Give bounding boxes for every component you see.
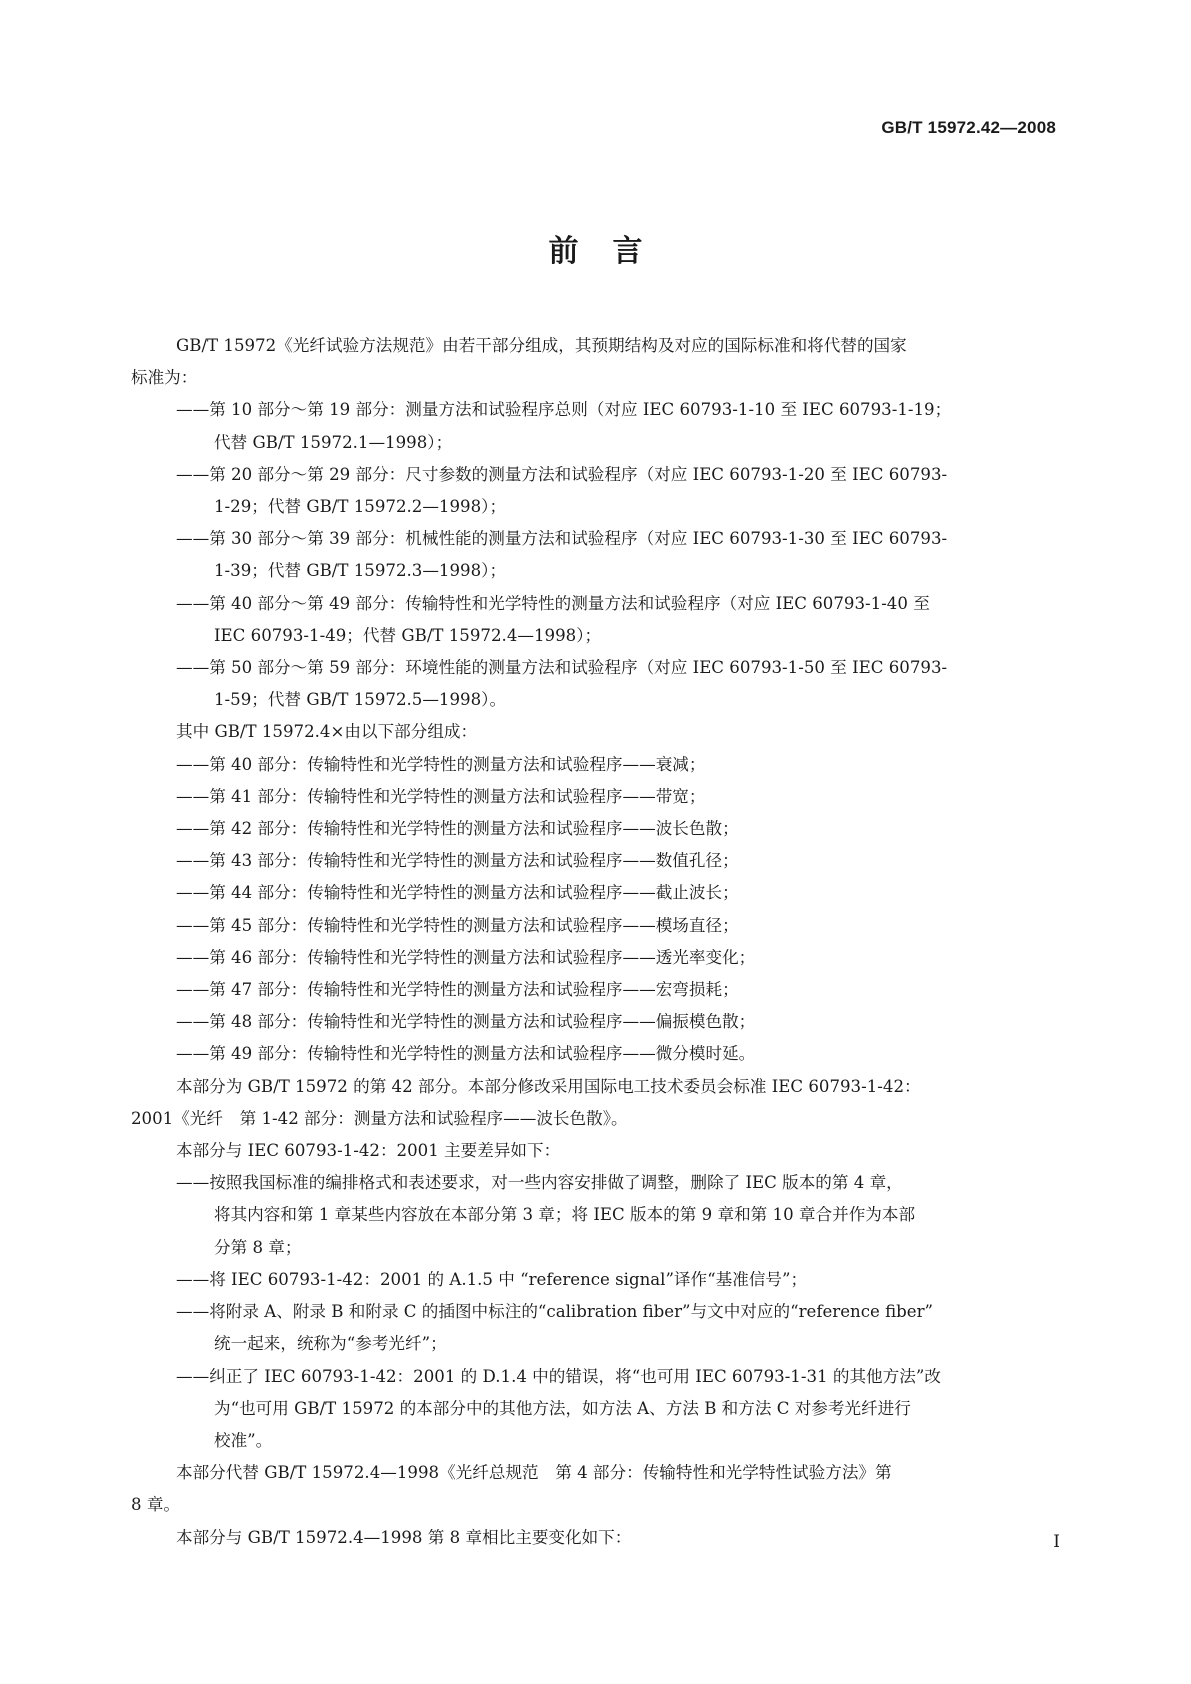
standard-code: GB/T 15972.42—2008 — [881, 118, 1056, 137]
text-line: ——第 40 部分：传输特性和光学特性的测量方法和试验程序——衰减； — [176, 754, 706, 774]
text-line: ——第 41 部分：传输特性和光学特性的测量方法和试验程序——带宽； — [176, 786, 706, 806]
text-line: ——第 50 部分～第 59 部分：环境性能的测量方法和试验程序（对应 IEC 60793-1-50 至 IEC 60793- — [176, 658, 948, 678]
text-line: 2001《光纤 第 1-42 部分：测量方法和试验程序——波长色散》。 — [131, 1108, 628, 1128]
text-line: IEC 60793-1-49；代替 GB/T 15972.4—1998）； — [214, 625, 602, 645]
text-line: ——第 10 部分～第 19 部分：测量方法和试验程序总则（对应 IEC 60793-1-10 至 IEC 60793-1-19； — [176, 400, 952, 420]
text-line: 代替 GB/T 15972.1—1998）； — [214, 432, 453, 452]
text-line: ——第 40 部分～第 49 部分：传输特性和光学特性的测量方法和试验程序（对应 IEC 60793-1-40 至 — [176, 593, 930, 613]
text-line: ——第 30 部分～第 39 部分：机械性能的测量方法和试验程序（对应 IEC 60793-1-30 至 IEC 60793- — [176, 529, 948, 549]
text-line: ——纠正了 IEC 60793-1-42：2001 的 D.1.4 中的错误，将“也可用 IEC 60793-1-31 的其他方法”改 — [176, 1366, 941, 1386]
text-line: 1-39；代替 GB/T 15972.3—1998）； — [214, 561, 507, 581]
text-line: ——第 20 部分～第 29 部分：尺寸参数的测量方法和试验程序（对应 IEC 60793-1-20 至 IEC 60793- — [176, 464, 948, 484]
text-line: ——第 46 部分：传输特性和光学特性的测量方法和试验程序——透光率变化； — [176, 947, 756, 967]
text-line: 统一起来，统称为“参考光纤”； — [214, 1334, 447, 1354]
text-line: 标准为： — [131, 368, 198, 388]
text-line: 分第 8 章； — [214, 1237, 302, 1257]
text-line: 本部分与 GB/T 15972.4—1998 第 8 章相比主要变化如下： — [176, 1527, 632, 1547]
text-line: ——第 45 部分：传输特性和光学特性的测量方法和试验程序——模场直径； — [176, 915, 739, 935]
text-line: ——第 43 部分：传输特性和光学特性的测量方法和试验程序——数值孔径； — [176, 851, 739, 871]
text-line: 1-59；代替 GB/T 15972.5—1998）。 — [214, 690, 507, 710]
text-line: 本部分与 IEC 60793-1-42：2001 主要差异如下： — [176, 1141, 561, 1161]
text-line: ——将附录 A、附录 B 和附录 C 的插图中标注的“calibration fiber”与文中对应的“reference fiber” — [176, 1302, 934, 1322]
text-line: 本部分代替 GB/T 15972.4—1998《光纤总规范 第 4 部分：传输特性和光学特性试验方法》第 — [176, 1463, 892, 1483]
text-line: 将其内容和第 1 章某些内容放在本部分第 3 章；将 IEC 版本的第 9 章和第 10 章合并作为本部 — [214, 1205, 916, 1225]
text-line: 校准”。 — [214, 1430, 273, 1450]
text-line: ——第 49 部分：传输特性和光学特性的测量方法和试验程序——微分模时延。 — [176, 1044, 756, 1064]
text-line: ——第 44 部分：传输特性和光学特性的测量方法和试验程序——截止波长； — [176, 883, 739, 903]
text-line: ——第 47 部分：传输特性和光学特性的测量方法和试验程序——宏弯损耗； — [176, 980, 739, 1000]
text-line: ——按照我国标准的编排格式和表述要求，对一些内容安排做了调整，删除了 IEC 版本的第 4 章， — [176, 1173, 903, 1193]
text-line: ——将 IEC 60793-1-42：2001 的 A.1.5 中 “reference signal”译作“基准信号”； — [176, 1269, 808, 1289]
page-number: Ⅰ — [1053, 1532, 1060, 1552]
text-line: ——第 48 部分：传输特性和光学特性的测量方法和试验程序——偏振模色散； — [176, 1012, 756, 1032]
text-line: 本部分为 GB/T 15972 的第 42 部分。本部分修改采用国际电工技术委员会标准 IEC 60793-1-42： — [176, 1076, 921, 1096]
text-line: 8 章。 — [131, 1495, 181, 1515]
page-title: 前言 — [548, 234, 677, 269]
text-line: ——第 42 部分：传输特性和光学特性的测量方法和试验程序——波长色散； — [176, 819, 739, 839]
text-line: 为“也可用 GB/T 15972 的本部分中的其他方法，如方法 A、方法 B 和方法 C 对参考光纤进行 — [214, 1398, 911, 1418]
text-line: GB/T 15972《光纤试验方法规范》由若干部分组成，其预期结构及对应的国际标准和将代替的国家 — [176, 336, 907, 355]
text-line: 其中 GB/T 15972.4×由以下部分组成： — [176, 722, 478, 742]
document-body — [131, 330, 1061, 1554]
text-line: 1-29；代替 GB/T 15972.2—1998）； — [214, 497, 507, 517]
